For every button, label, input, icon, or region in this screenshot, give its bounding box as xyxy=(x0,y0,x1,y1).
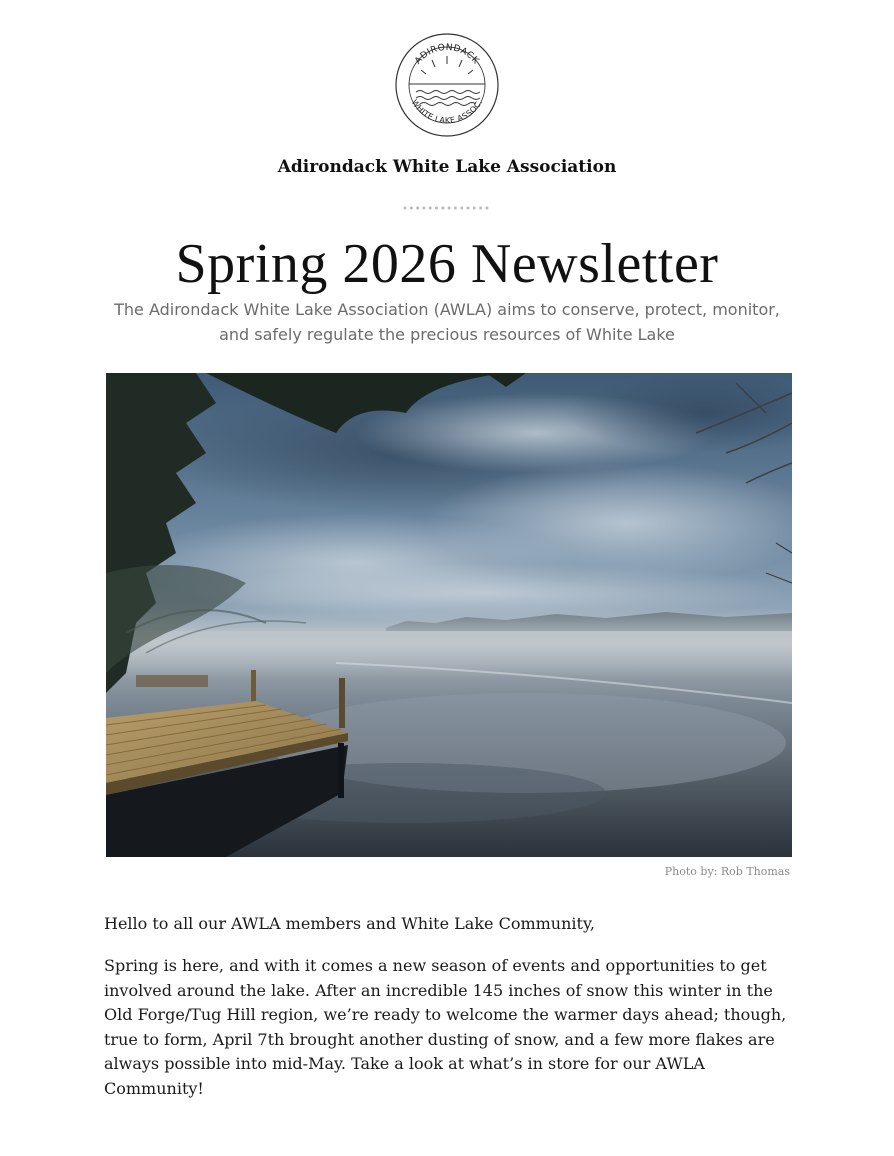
org-name: Adirondack White Lake Association xyxy=(277,157,617,177)
newsletter-title: Spring 2026 Newsletter xyxy=(175,233,719,295)
mission-subtitle: The Adirondack White Lake Association (AWLA) aims to conserve, protect, monitor, and safely regulate the precious resources of White Lake xyxy=(114,300,780,344)
association-logo xyxy=(394,32,500,138)
logo-bottom-text: WHITE LAKE ASSOC. xyxy=(409,97,485,126)
svg-text:WHITE LAKE ASSOC. xyxy=(410,98,485,125)
hero-lake-photo xyxy=(106,373,792,857)
dotted-divider xyxy=(403,206,491,210)
greeting-text: Hello to all our AWLA members and White Lake Community, xyxy=(104,914,595,933)
logo-top-text: ADIRONDACK xyxy=(413,42,481,67)
intro-paragraph: Spring is here, and with it comes a new season of events and opportunities to get involved around the lake. After an incredible 145 inches of snow this winter in the Old Forge/Tug Hill region, we’re ready to welcome the warmer days ahead; though, true to form, April 7th brought another dusting of snow, and a few more flakes are always possible into mid-May. Take a look at what’s in store for our AWLA Community! xyxy=(104,956,787,1098)
photo-caption: Photo by: Rob Thomas xyxy=(664,865,790,878)
